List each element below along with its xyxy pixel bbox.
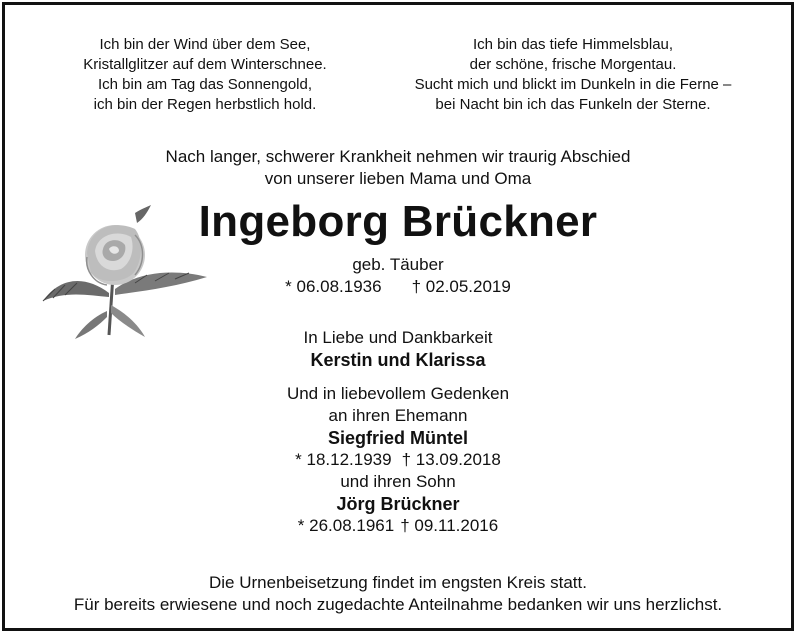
mourners-line: In Liebe und Dankbarkeit (303, 328, 493, 347)
deceased-dates (5, 276, 791, 298)
poem-line: bei Nacht bin ich das Funkeln der Sterne. (435, 96, 711, 113)
son-name: Jörg Brückner (336, 494, 460, 514)
poem-right (383, 35, 763, 115)
poem-line: Ich bin am Tag das Sonnengold, (97, 76, 313, 93)
son-birth-date: * 26.08.1961 (297, 516, 395, 535)
footer-line: Für bereits erwiesene und noch zugedachte Anteilnahme bedanken wir uns herzlichst. (73, 595, 723, 614)
deceased-details (5, 254, 791, 298)
poem-line: Ich bin der Wind über dem See, (99, 36, 311, 53)
son-death-date: † 09.11.2016 (400, 516, 499, 535)
intro-line: von unserer lieben Mama und Oma (264, 169, 532, 188)
intro-text (5, 146, 791, 190)
intro-line: Nach langer, schwerer Krankheit nehmen wir traurig Abschied (165, 147, 631, 166)
birth-date: * 06.08.1936 (285, 277, 382, 296)
maiden-name: geb. Täuber (352, 255, 444, 274)
remembrance-line: Und in liebevollem Gedenken (286, 384, 510, 403)
mourners-names: Kerstin und Klarissa (310, 350, 486, 370)
remembrance-line: an ihren Ehemann (328, 406, 468, 425)
footer-line: Die Urnenbeisetzung findet im engsten Kreis statt. (209, 573, 587, 592)
poem-line: Ich bin das tiefe Himmelsblau, (472, 36, 674, 53)
poem-left (35, 35, 375, 115)
poem-line: ich bin der Regen herbstlich hold. (93, 96, 317, 113)
son-dates (5, 515, 791, 537)
death-date: † 02.05.2019 (411, 277, 511, 296)
remembrance-block (5, 383, 791, 537)
husband-name: Siegfried Müntel (327, 428, 468, 448)
mourners-block (5, 327, 791, 371)
obituary-notice (2, 2, 794, 631)
husband-dates (5, 449, 791, 471)
deceased-name: Ingeborg Brückner (198, 197, 598, 246)
husband-birth-date: * 18.12.1939 (295, 450, 392, 469)
husband-death-date: † 13.09.2018 (401, 450, 501, 469)
remembrance-line: und ihren Sohn (340, 472, 456, 491)
poem-line: Kristallglitzer auf dem Winterschnee. (83, 56, 327, 73)
footer-text (5, 572, 791, 616)
poem-line: Sucht mich und blickt im Dunkeln in die Ferne – (414, 76, 732, 93)
poem-line: der schöne, frische Morgentau. (469, 56, 677, 73)
